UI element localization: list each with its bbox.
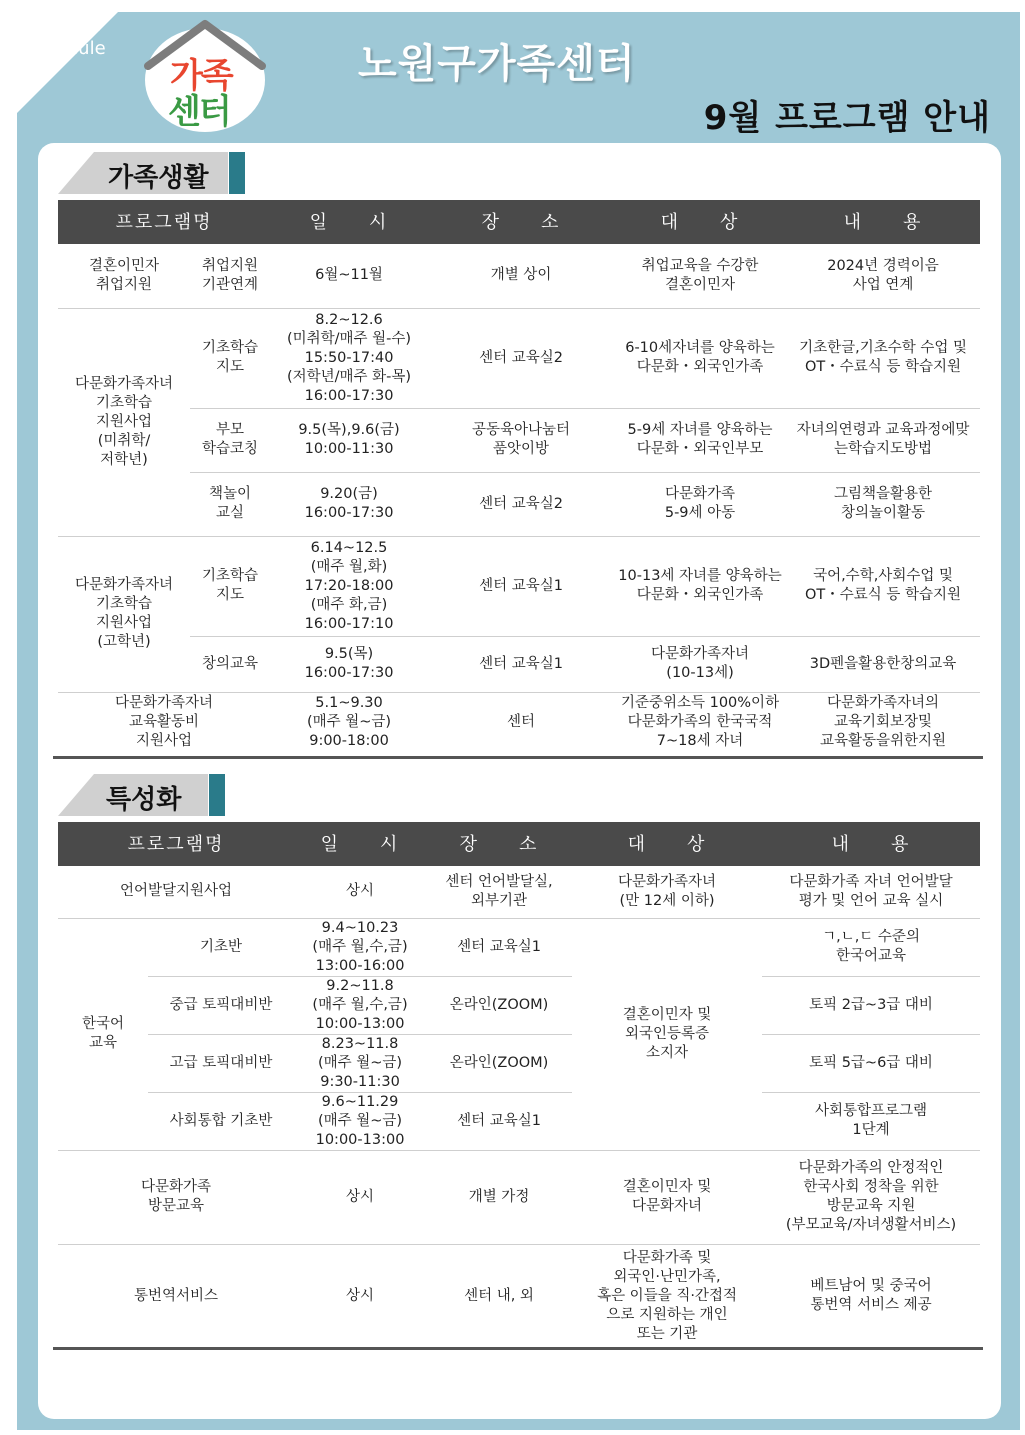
logo-text-bottom: 센터 <box>168 92 230 132</box>
family-program-table <box>58 200 980 752</box>
program-group: 다문화가족자녀 기초학습 지원사업 (미취학/ 저학년) <box>58 308 190 536</box>
table-row <box>58 536 980 636</box>
table-row <box>58 244 980 308</box>
program-group: 언어발달지원사업 <box>58 866 294 918</box>
program-place: 온라인(ZOOM) <box>426 1034 572 1092</box>
header-target: 대 상 <box>614 200 786 244</box>
table-row <box>58 636 980 692</box>
program-place: 센터 언어발달실, 외부기관 <box>426 866 572 918</box>
program-place: 개별 가정 <box>426 1150 572 1244</box>
program-content: 다문화가족자녀의 교육기회보장및 교육활동을위한지원 <box>819 694 947 749</box>
table-row <box>58 692 980 752</box>
section-tab-special <box>58 774 226 816</box>
program-place: 센터 교육실1 <box>428 536 614 636</box>
program-group: 다문화가족 방문교육 <box>58 1150 294 1244</box>
program-date: 8.2~12.6 (미취학/매주 월-수) 15:50-17:40 (저학년/매주 화-목) 16:00-17:30 <box>270 308 428 408</box>
program-target: 10-13세 자녀를 양육하는 다문화・외국인가족 <box>614 536 786 636</box>
program-group: 한국어 교육 <box>58 918 148 1150</box>
program-content: 국어,수학,사회수업 및 OT・수료식 등 학습지원 <box>786 536 980 636</box>
program-date: 9.6~11.29 (매주 월~금) 10:00-13:00 <box>294 1092 426 1150</box>
program-content: 그림책을활용한 창의놀이활동 <box>786 472 980 536</box>
program-content: 사회통합프로그램 1단계 <box>762 1092 980 1150</box>
program-date: 9.2~11.8 (매주 월,수,금) 10:00-13:00 <box>294 976 426 1034</box>
table-row <box>58 1034 980 1092</box>
program-content: 토픽 2급~3급 대비 <box>762 976 980 1034</box>
program-place: 센터 교육실1 <box>426 918 572 976</box>
section-divider <box>53 756 983 759</box>
program-place: 개별 상이 <box>428 244 614 308</box>
program-place: 센터 교육실1 <box>428 636 614 692</box>
header-content: 내 용 <box>762 822 980 866</box>
logo-text-top: 가족 <box>170 56 232 96</box>
program-sub: 중급 토픽대비반 <box>148 976 294 1034</box>
program-group: 통번역서비스 <box>133 1287 219 1304</box>
table-row <box>58 472 980 536</box>
program-content: 토픽 5급~6급 대비 <box>762 1034 980 1092</box>
header-place: 장 소 <box>426 822 572 866</box>
program-place: 온라인(ZOOM) <box>426 976 572 1034</box>
program-date: 6.14~12.5 (매주 월,화) 17:20-18:00 (매주 화,금) 16:00-17:10 <box>270 536 428 636</box>
program-sub: 기초학습 지도 <box>190 308 270 408</box>
header-place: 장 소 <box>428 200 614 244</box>
program-target: 6-10세자녀를 양육하는 다문화・외국인가족 <box>614 308 786 408</box>
section-title-family: 가족생활 <box>108 163 209 193</box>
table-row <box>58 976 980 1034</box>
program-place: 센터 내, 외 <box>464 1287 534 1304</box>
table-row <box>58 308 980 408</box>
program-target: 취업교육을 수강한 결혼이민자 <box>614 244 786 308</box>
program-group: 결혼이민자 취업지원 <box>58 244 190 308</box>
program-place: 센터 교육실2 <box>428 472 614 536</box>
program-content: ㄱ,ㄴ,ㄷ 수준의 한국어교육 <box>762 918 980 976</box>
program-place: 공동육아나눔터 품앗이방 <box>428 408 614 472</box>
program-date: 9.5(목),9.6(금) 10:00-11:30 <box>270 408 428 472</box>
section-tab-family <box>58 152 246 194</box>
header-content: 내 용 <box>786 200 980 244</box>
program-date: 상시 <box>294 866 426 918</box>
program-date: 9.20(금) 16:00-17:30 <box>270 472 428 536</box>
table-row <box>58 1244 980 1348</box>
program-sub: 부모 학습코칭 <box>190 408 270 472</box>
header-date: 일 시 <box>270 200 428 244</box>
program-place: 센터 교육실2 <box>428 308 614 408</box>
table-row <box>58 918 980 976</box>
tab-accent <box>209 774 225 816</box>
program-date: 5.1~9.30 (매주 월~금) 9:00-18:00 <box>306 694 392 749</box>
section-title-special: 특성화 <box>106 785 182 815</box>
table-row <box>58 1092 980 1150</box>
program-target: 결혼이민자 및 외국인등록증 소지자 <box>572 918 762 1150</box>
header-program-name: 프로그램명 <box>58 822 294 866</box>
tab-accent <box>229 152 245 194</box>
program-date: 상시 <box>294 1150 426 1244</box>
program-sub: 고급 토픽대비반 <box>148 1034 294 1092</box>
family-center-logo <box>138 18 272 134</box>
program-target: 기준중위소득 100%이하 다문화가족의 한국국적 7~18세 자녀 <box>620 694 780 749</box>
month-program-title: 9월 프로그램 안내 <box>703 98 991 138</box>
program-content: 3D펜을활용한창의교육 <box>786 636 980 692</box>
program-content: 베트남어 및 중국어 통번역 서비스 제공 <box>810 1278 932 1314</box>
table-row <box>58 866 980 918</box>
table-row <box>58 1150 980 1244</box>
program-target: 다문화가족 5-9세 아동 <box>614 472 786 536</box>
program-sub: 기초반 <box>148 918 294 976</box>
program-place: 센터 <box>507 713 536 730</box>
center-title: 노원구가족센터 <box>358 41 636 87</box>
program-content: 다문화가족의 안정적인 한국사회 정착을 위한 방문교육 지원 (부모교육/자녀생활서비스) <box>762 1150 980 1244</box>
program-content: 2024년 경력이음 사업 연계 <box>786 244 980 308</box>
program-place: 센터 교육실1 <box>426 1092 572 1150</box>
program-content: 기초한글,기초수학 수업 및 OT・수료식 등 학습지원 <box>786 308 980 408</box>
header-program-name: 프로그램명 <box>58 200 270 244</box>
program-sub: 창의교육 <box>190 636 270 692</box>
program-target: 다문화가족 및 외국인·난민가족, 혹은 이들을 직·간접적 으로 지원하는 개인 또는 기관 <box>597 1249 737 1342</box>
special-program-table <box>58 822 980 1348</box>
program-target: 다문화가족자녀 (10-13세) <box>614 636 786 692</box>
program-group: 다문화가족자녀 기초학습 지원사업 (고학년) <box>58 536 190 692</box>
program-sub: 사회통합 기초반 <box>148 1092 294 1150</box>
program-date: 8.23~11.8 (매주 월~금) 9:30-11:30 <box>294 1034 426 1092</box>
program-target: 5-9세 자녀를 양육하는 다문화・외국인부모 <box>614 408 786 472</box>
section-divider <box>53 1347 983 1350</box>
program-schedule-label: Program schedule <box>25 15 106 59</box>
program-content: 자녀의연령과 교육과정에맞 는학습지도방법 <box>786 408 980 472</box>
program-content: 다문화가족 자녀 언어발달 평가 및 언어 교육 실시 <box>762 866 980 918</box>
table-header-row <box>58 200 980 244</box>
program-sub: 책놀이 교실 <box>190 472 270 536</box>
program-sub: 기초학습 지도 <box>190 536 270 636</box>
program-sub: 취업지원 기관연계 <box>190 244 270 308</box>
table-header-row <box>58 822 980 866</box>
program-target: 결혼이민자 및 다문화자녀 <box>572 1150 762 1244</box>
program-date: 9.5(목) 16:00-17:30 <box>270 636 428 692</box>
table-row <box>58 408 980 472</box>
program-date: 9.4~10.23 (매주 월,수,금) 13:00-16:00 <box>294 918 426 976</box>
header-target: 대 상 <box>572 822 762 866</box>
header-date: 일 시 <box>294 822 426 866</box>
program-group: 다문화가족자녀 교육활동비 지원사업 <box>114 694 214 749</box>
program-target: 다문화가족자녀 (만 12세 이하) <box>572 866 762 918</box>
program-date: 6월~11월 <box>270 244 428 308</box>
program-date: 상시 <box>346 1287 375 1304</box>
